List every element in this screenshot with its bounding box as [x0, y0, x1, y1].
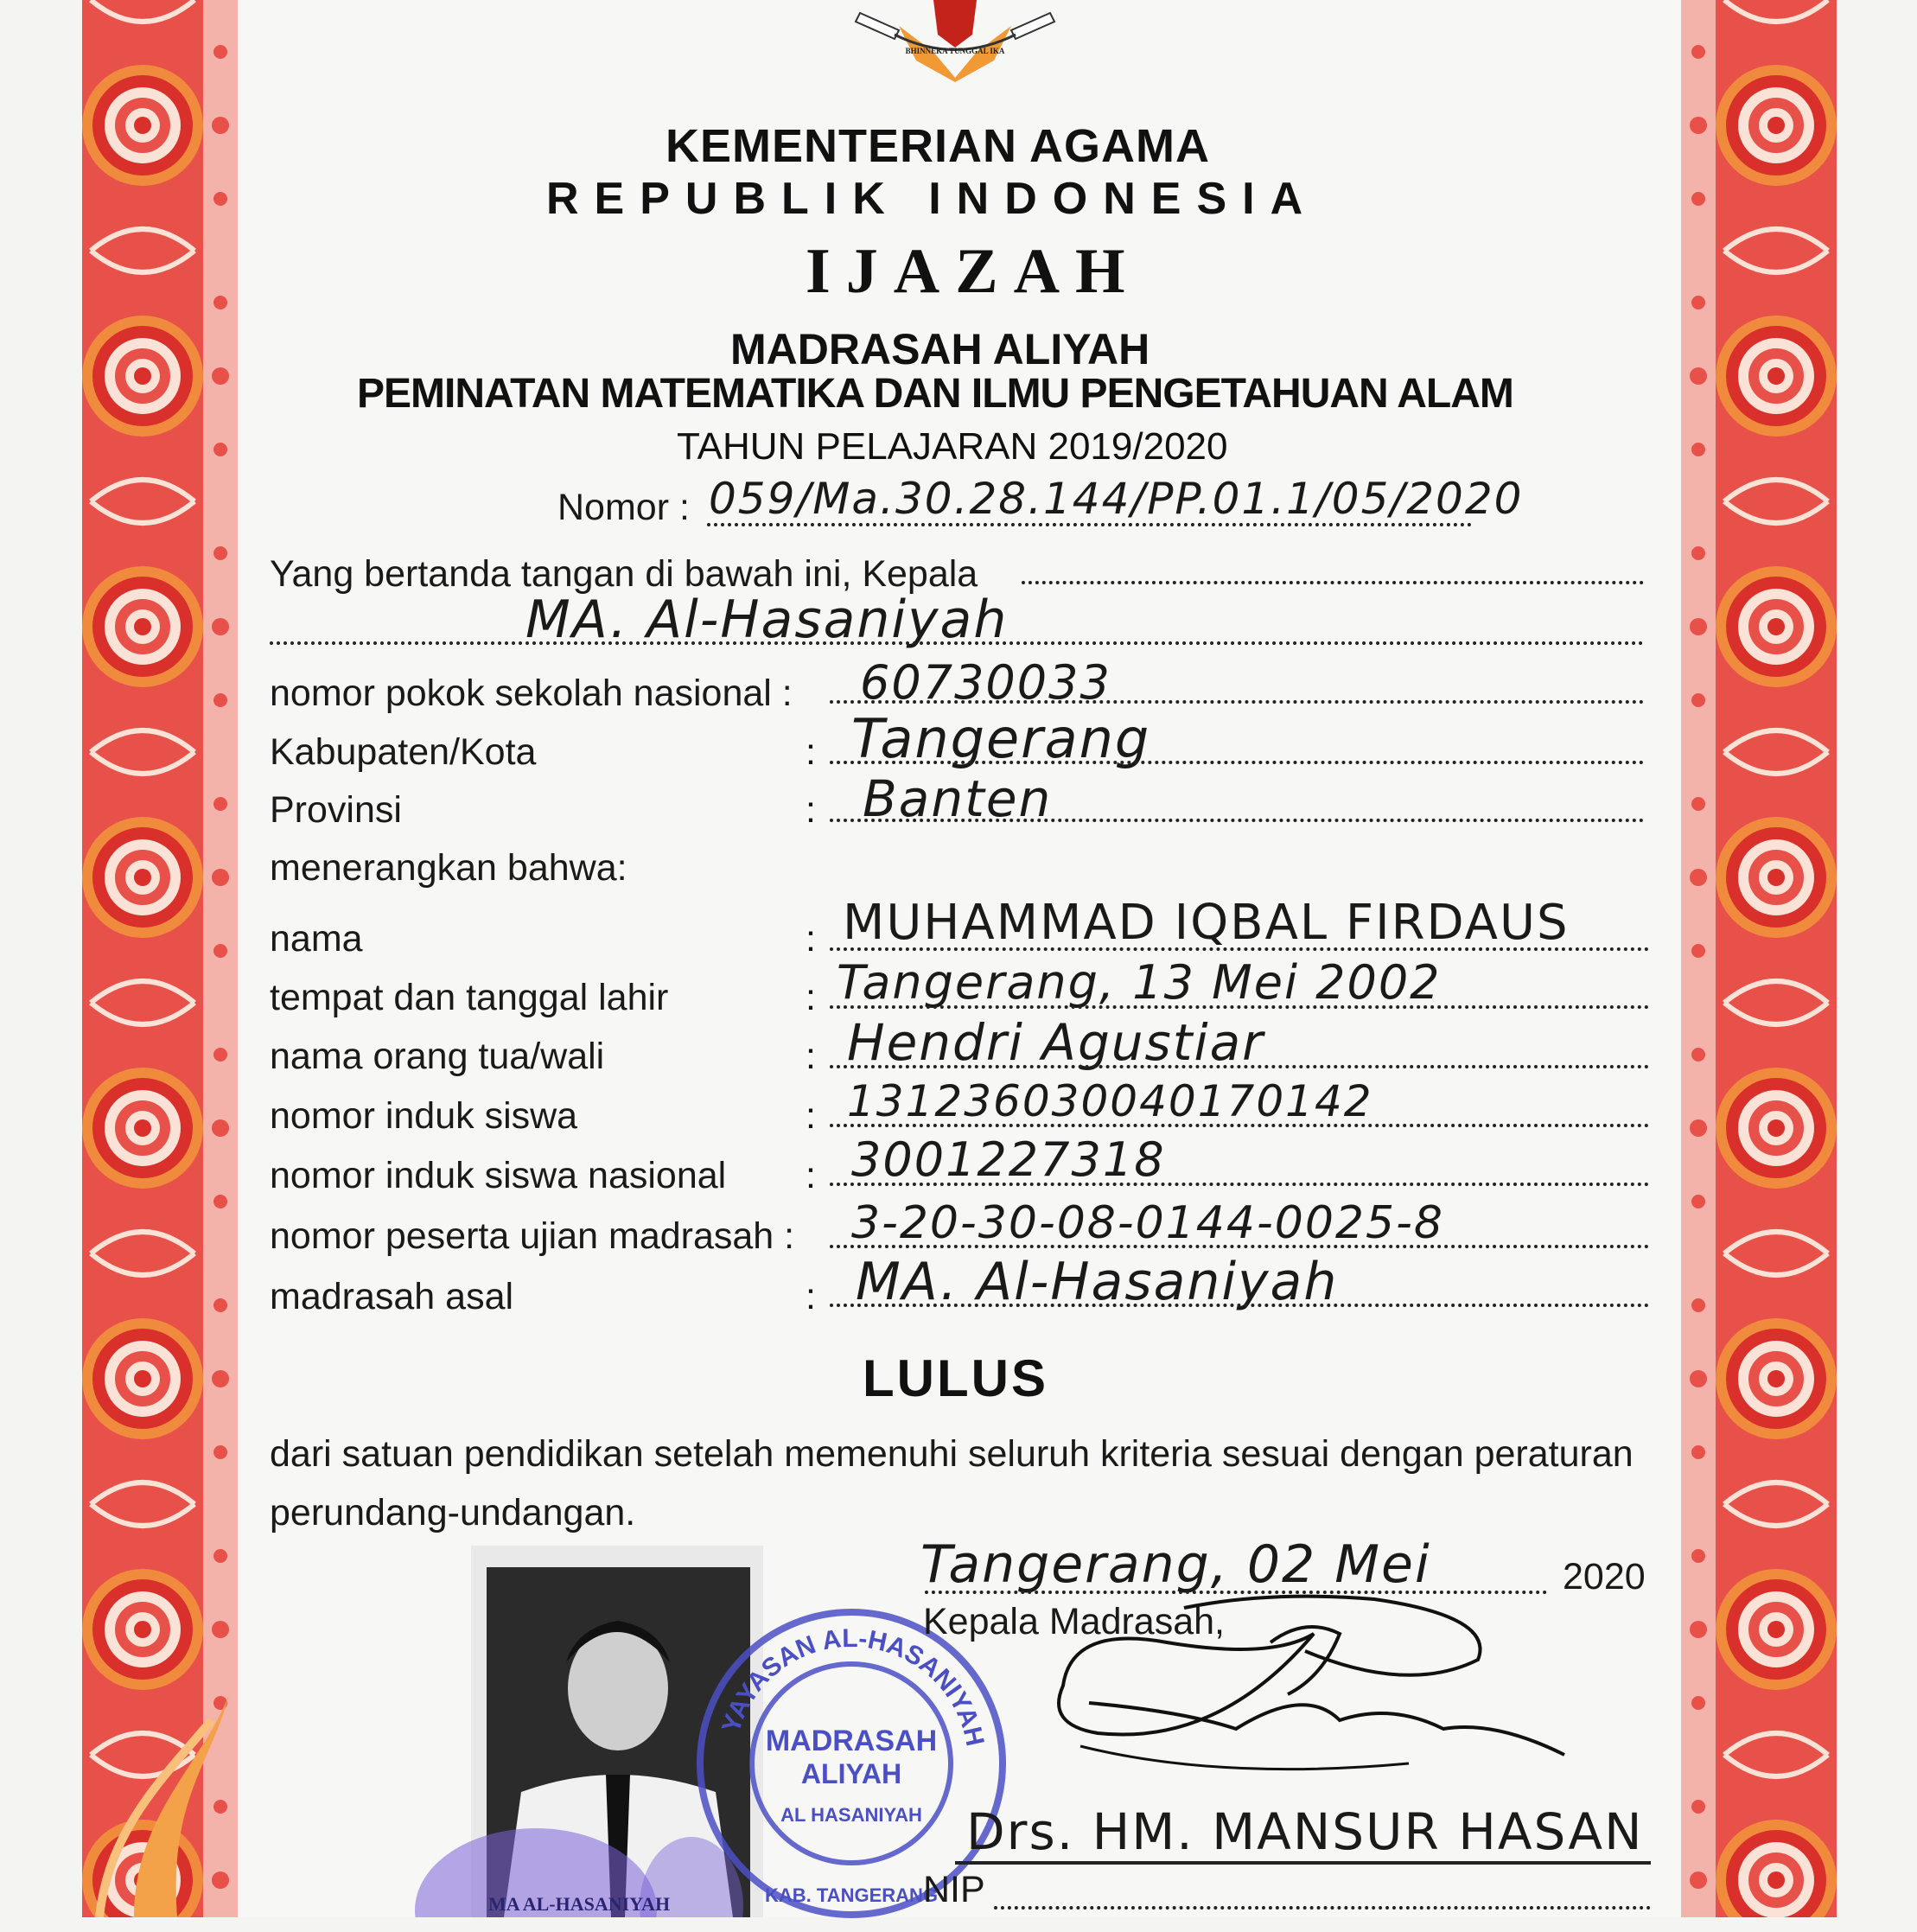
city-label: Kabupaten/Kota	[270, 731, 537, 773]
dotted-line	[830, 1304, 1649, 1307]
closing-line-1: dari satuan pendidikan setelah memenuhi seluruh kriteria sesuai dengan peraturan	[270, 1433, 1634, 1475]
npsn-label: nomor pokok sekolah nasional :	[270, 673, 793, 714]
statement-label: menerangkan bahwa:	[270, 847, 627, 889]
graduation-result: LULUS	[863, 1349, 1048, 1407]
photo-stamp-text: MA AL-HASANIYAH	[488, 1893, 671, 1915]
student-name-label: nama	[270, 918, 363, 960]
ministry-title: KEMENTERIAN AGAMA	[666, 120, 1210, 172]
nis-label: nomor induk siswa	[270, 1095, 578, 1137]
program-title: PEMINATAN MATEMATIKA DAN ILMU PENGETAHUAN ALAM	[357, 371, 1513, 417]
left-ornamental-border	[82, 0, 238, 1917]
signature-role: Kepala Madrasah,	[923, 1601, 1225, 1642]
stamp-line-2: ALIYAH	[800, 1758, 902, 1789]
right-ornamental-border	[1681, 0, 1837, 1917]
stamp-outer-text: YAYASAN AL-HASANIYAH	[716, 1623, 990, 1749]
dotted-line	[830, 761, 1644, 764]
handwritten-signature	[1046, 1582, 1582, 1807]
signature-year: 2020	[1563, 1556, 1646, 1597]
birth-label: tempat dan tanggal lahir	[270, 977, 669, 1018]
dotted-line	[270, 641, 1644, 645]
nis-value: 131236030040170142	[847, 1076, 1373, 1126]
student-name-value: MUHAMMAD IQBAL FIRDAUS	[843, 895, 1570, 951]
principal-name: Drs. HM. MANSUR HASAN	[966, 1802, 1644, 1861]
stamp-line-3: AL HASANIYAH	[780, 1804, 922, 1826]
parent-label: nama orang tua/wali	[270, 1036, 605, 1077]
photo-stamp	[406, 1807, 769, 1917]
school-name: MA. Al-Hasaniyah	[525, 590, 1009, 650]
intro-line: Yang bertanda tangan di bawah ini, Kepala	[270, 553, 978, 595]
document-title: IJAZAH	[806, 236, 1141, 307]
signature-line	[955, 1861, 1651, 1865]
dotted-line	[994, 1906, 1651, 1910]
colon: :	[806, 789, 816, 831]
republic-title: REPUBLIK INDONESIA	[546, 174, 1319, 224]
colon: :	[806, 977, 816, 1018]
birth-value: Tangerang, 13 Mei 2002	[837, 955, 1442, 1010]
colon: :	[806, 1276, 816, 1317]
dotted-line	[830, 947, 1649, 951]
dotted-line	[707, 523, 1472, 526]
closing-line-2: perundang-undangan.	[270, 1492, 636, 1533]
parent-value: Hendri Agustiar	[847, 1013, 1264, 1072]
nisn-label: nomor induk siswa nasional	[270, 1155, 727, 1196]
academic-year: TAHUN PELAJARAN 2019/2020	[677, 425, 1228, 468]
dotted-line	[830, 1065, 1649, 1068]
nisn-value: 3001227318	[851, 1132, 1166, 1187]
stamp-line-1: MADRASAH	[765, 1725, 938, 1757]
certificate-number: 059/Ma.30.28.144/PP.01.1/05/2020	[709, 474, 1524, 524]
province-label: Provinsi	[270, 789, 402, 831]
city-value: Tangerang	[851, 707, 1151, 770]
dotted-line	[830, 1124, 1649, 1127]
colon: :	[806, 918, 816, 960]
npsn-value: 60730033	[860, 655, 1111, 710]
nip-label: NIP	[923, 1869, 985, 1910]
colon: :	[806, 731, 816, 773]
dotted-line	[830, 1245, 1649, 1248]
garuda-emblem-icon	[847, 0, 1063, 82]
dotted-line	[830, 1005, 1649, 1009]
dotted-line	[1022, 581, 1644, 584]
dotted-line	[830, 1183, 1649, 1186]
province-value: Banten	[863, 769, 1053, 828]
dotted-line	[830, 700, 1644, 704]
colon: :	[806, 1036, 816, 1077]
exam-number-value: 3-20-30-08-0144-0025-8	[851, 1197, 1444, 1249]
emblem-motto: BHINNEKA TUNGGAL IKA	[905, 47, 1005, 55]
stamp-bottom-text: KAB. TANGERANG	[764, 1884, 939, 1906]
exam-number-label: nomor peserta ujian madrasah :	[270, 1215, 795, 1257]
colon: :	[806, 1095, 816, 1137]
number-label: Nomor :	[557, 487, 690, 528]
origin-school-value: MA. Al-Hasaniyah	[856, 1252, 1339, 1312]
origin-school-label: madrasah asal	[270, 1276, 514, 1317]
dotted-line	[830, 819, 1644, 822]
colon: :	[806, 1155, 816, 1196]
school-level: MADRASAH ALIYAH	[730, 325, 1150, 373]
signature-place-date: Tangerang, 02 Mei	[920, 1534, 1431, 1595]
